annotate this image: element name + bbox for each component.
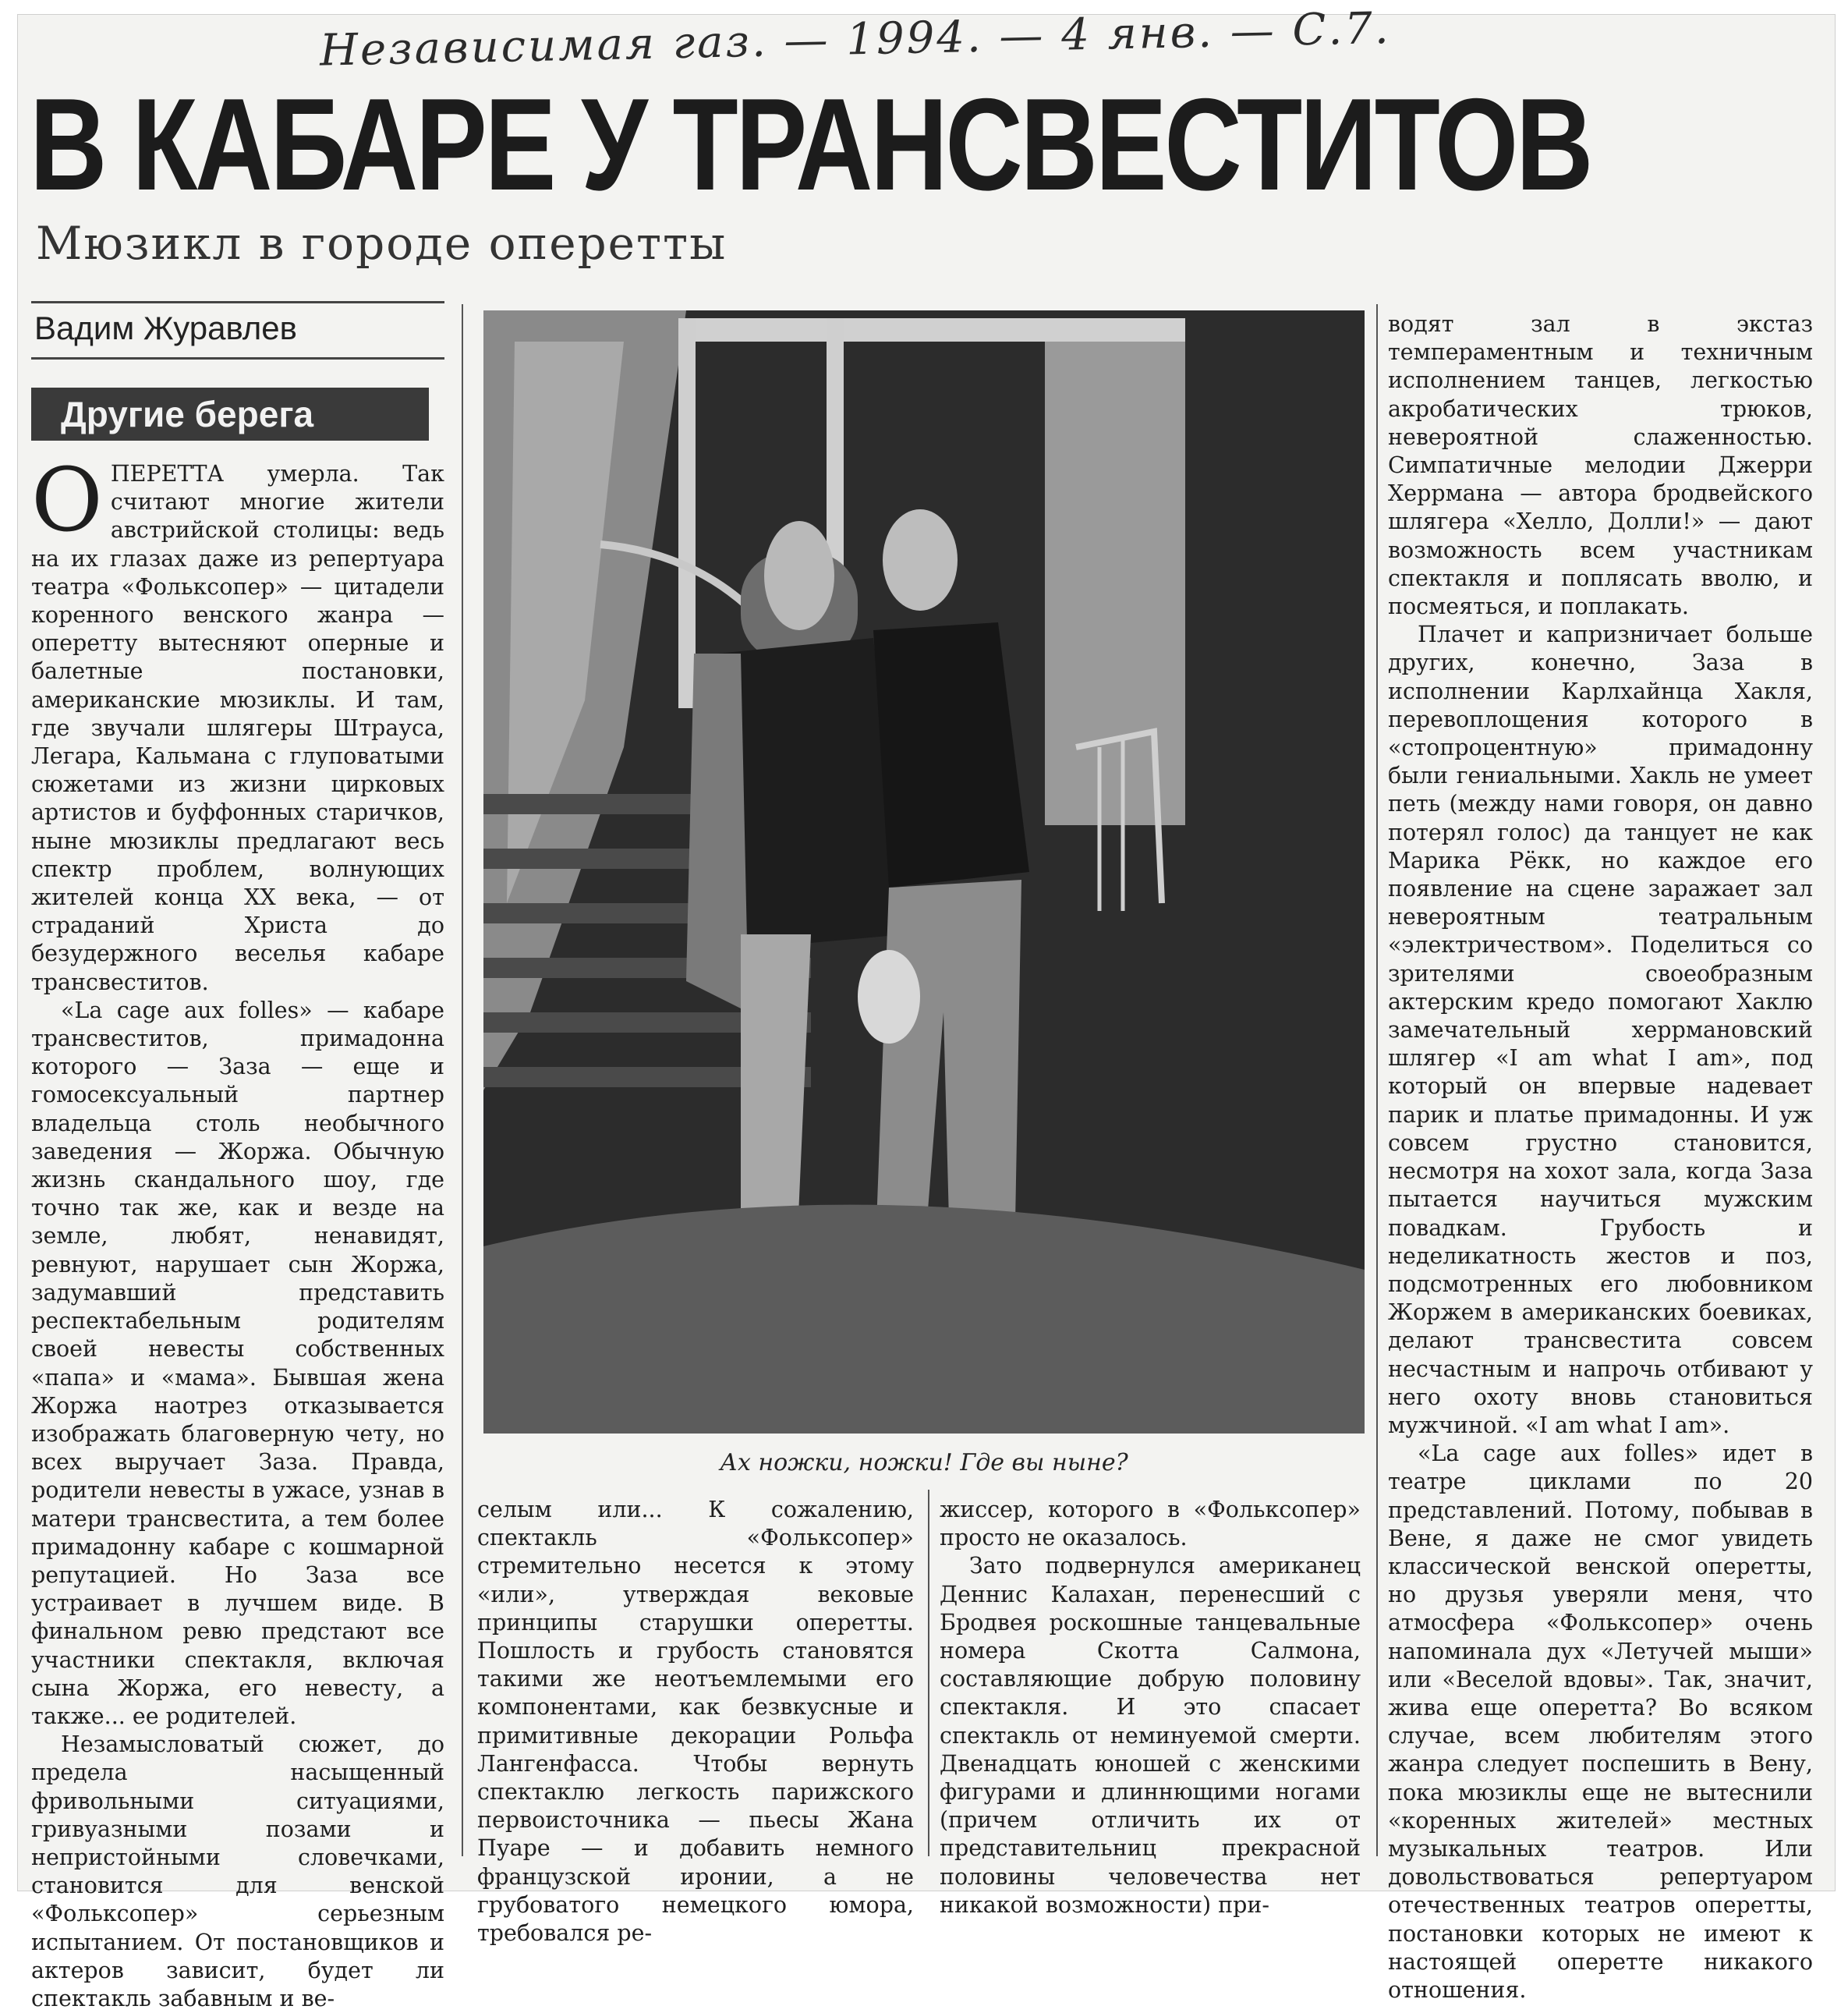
column-divider	[1376, 304, 1378, 1856]
paragraph: Незамысловатый сюжет, до предела насыщенный фривольными ситуациями, гривуазными позами и непристойными словечками, становится для венской «Фольксопер» серьезным испытанием. От постановщиков и актеров зависит, будет ли спектакль забавным и ве-	[31, 1731, 444, 2011]
column-divider	[928, 1490, 929, 1856]
photo-illustration	[483, 310, 1365, 1434]
drop-cap: О	[31, 450, 103, 551]
subtitle: Мюзикл в городе оперетты	[36, 217, 728, 270]
paragraph: жиссер, которого в «Фольксопер» просто не оказалось.	[940, 1497, 1361, 1551]
headline: В КАБАРЕ У ТРАНСВЕСТИТОВ	[30, 71, 1591, 218]
column-2	[477, 1496, 914, 1947]
column-1	[31, 450, 444, 2013]
paragraph: селым или... К сожалению, спектакль «Фольксопер» стремительно несется к этому «или», утверждая вековые принципы старушки оперетты. Пошлость и грубость становятся такими же неотъемлемыми его компонентами, как безвкусные и примитивные декорации Рольфа Лангенфасса. Чтобы вернуть спектаклю легкость парижского первоисточника — пьесы Жана Пуаре — и добавить немного французской иронии, а не грубоватого немецкого юмора, требовался ре-	[477, 1497, 914, 1947]
rubric-label: Другие берега	[31, 388, 429, 441]
stage-photo	[483, 310, 1365, 1434]
paragraph: «La cage aux folles» — кабаре трансвеститов, примадонна которого — Заза — еще и гомосексуальный партнер владельца столь необычного заведения — Жоржа. Обычную жизнь скандального шоу, где точно так же, как и везде на земле, любят, ненавидят, ревнуют, нарушает сын Жоржа, задумавший представить респектабельным родителям своей невесты собственных «папа» и «мама». Бывшая жена Жоржа наотрез отказывается изображать благоверную чету, но всех выручает Заза. Правда, родители невесты в ужасе, узнав в матери трансвестита, а тем более примадонну кабаре с кошмарной репутацией. Но Заза все устраивает в лучшем виде. В финальном ревю предстают все участники спектакля, включая сына Жоржа, его невесту, а также... ее родителей.	[31, 997, 444, 1729]
paragraph: Плачет и капризничает больше других, конечно, Заза в исполнении Карлхайнца Хакля, перевоплощения которого в «стопроцентную» примадонну были гениальными. Хакль не умеет петь (между нами говоря, он давно потерял голос) да танцует не как Марика Рёкк, но каждое его появление на сцене заражает зал невероятным театральным «электричеством». Поделиться со зрителями своеобразным актерским кредо помогают Хаклю замечательный херрмановский шлягер «I am what I am», под который он впервые надевает парик и платье примадонны. И уж совсем грустно становится, несмотря на хохот зала, когда Заза пытается научиться мужским повадкам. Грубость и неделикатность жестов и поз, подсмотренных его любовником Жоржем в американских боевиках, делают трансвестита совсем несчастным и напрочь отбивают у него охоту вновь становиться мужчиной. «I am what I am».	[1388, 622, 1813, 1438]
paragraph: Зато подвернулся американец Деннис Калахан, перенесший с Бродвея роскошные танцевальные номера Скотта Салмона, составляющие добрую половину спектакля. И это спасает спектакль от неминуемой смерти. Двенадцать юношей с женскими фигурами и длиннющими ногами (причем отличить их от представительниц прекрасной половины человечества нет никакой возможности) при-	[940, 1553, 1361, 1918]
photo-caption: Ах ножки, ножки! Где вы ныне?	[720, 1449, 1128, 1476]
paragraph	[31, 450, 444, 997]
paragraph-text: ПЕРЕТТА умерла. Так считают многие жители австрийской столицы: ведь на их глазах даже из репертуара театра «Фольксопер» — цитадели коренного венского жанра — оперетту вытесняют оперные и балетные постановки, американские мюзиклы. И там, где звучали шлягеры Штрауса, Легара, Кальмана с глуповатыми сюжетами из жизни цирковых артистов и буффонных старичков, ныне мюзиклы предлагают весь спектр проблем, волнующих жителей конца XX века, — от страданий Христа до безудержного веселья кабаре трансвеститов.	[31, 461, 444, 995]
byline-top-rule	[31, 301, 444, 303]
column-4	[1388, 310, 1813, 2004]
handwritten-source-note: Независимая газ. — 1994. — 4 янв. — С.7.	[319, 2, 1392, 76]
column-divider	[462, 304, 463, 1856]
paragraph: «La cage aux folles» идет в театре циклами по 20 представлений. Потому, побывав в Вене, я даже не смог увидеть классической венской оперетты, но друзья уверяли меня, что атмосфера «Фольксопер» очень напоминала дух «Летучей мыши» или «Веселой вдовы». Так, значит, жива еще оперетта? Во всяком случае, всем любителям этого жанра следует поспешить в Вену, пока мюзиклы еще не вытеснили «коренных жителей» местных музыкальных театров. Или довольствоваться репертуаром отечественных театров оперетты, постановки которых не имеют к настоящей оперетте никакого отношения.	[1388, 1441, 1813, 2003]
byline-author: Вадим Журавлев	[34, 310, 297, 346]
column-3	[940, 1496, 1361, 1919]
paragraph: водят зал в экстаз темпераментным и техничным исполнением танцев, легкостью акробатических трюков, невероятной слаженностью. Симпатичные мелодии Джерри Херрмана — автора бродвейского шлягера «Хелло, Долли!» — дают возможность всем участникам спектакля и поплясать вволю, и посмеяться, и поплакать.	[1388, 311, 1813, 620]
byline-bottom-rule	[31, 357, 444, 360]
